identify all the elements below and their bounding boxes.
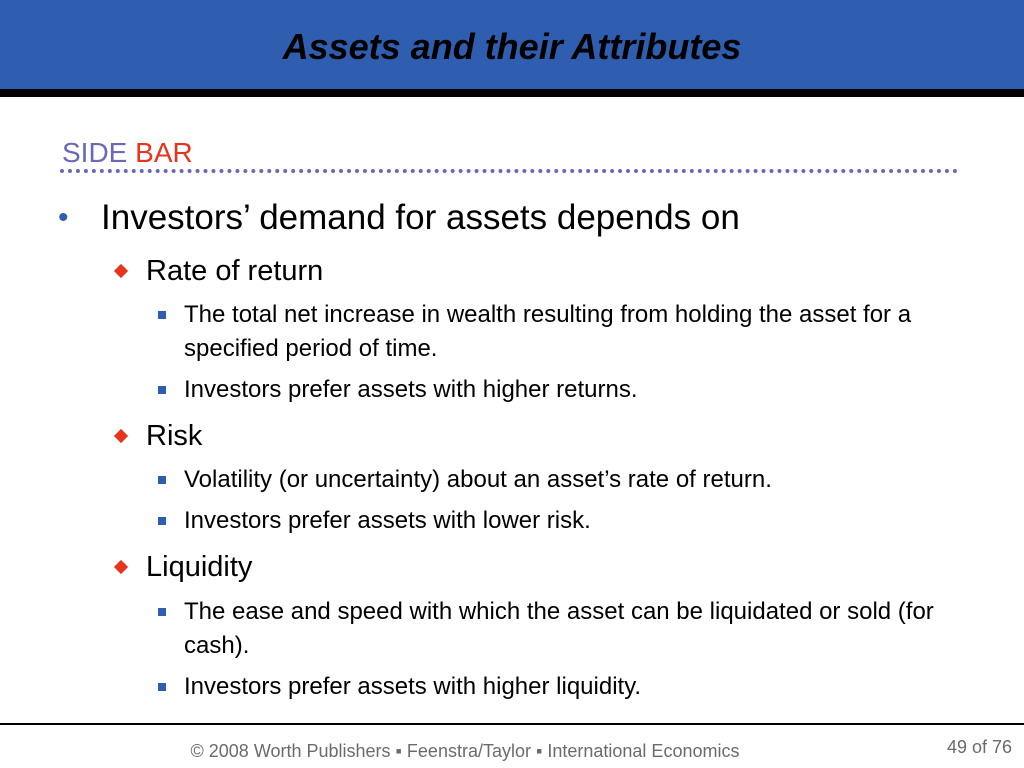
detail-text: The total net increase in wealth resulting from holding the asset for a specified period of time. <box>184 301 912 362</box>
detail-text: Investors prefer assets with lower risk. <box>184 507 591 534</box>
square-bullet-icon <box>158 476 166 484</box>
main-bullet-text: Investors’ demand for assets depends on <box>101 198 740 237</box>
square-bullet-icon <box>158 683 166 691</box>
square-bullet-icon <box>158 517 166 525</box>
detail-text: The ease and speed with which the asset can be liquidated or sold (for cash). <box>184 598 934 659</box>
sidebar-heading-word1: SIDE <box>62 137 128 168</box>
detail-text: Investors prefer assets with higher returns. <box>184 376 638 403</box>
sub-bullet-label: Rate of return <box>146 255 324 287</box>
footer-credit: © 2008 Worth Publishers ▪ Feenstra/Taylor ▪ International Economics <box>190 741 740 761</box>
sidebar-heading-word2: BAR <box>135 137 193 168</box>
diamond-bullet-icon <box>114 264 128 278</box>
detail-text: Investors prefer assets with higher liquidity. <box>184 673 642 700</box>
detail-text: Volatility (or uncertainty) about an asset’s rate of return. <box>184 466 772 493</box>
slide-title: Assets and their Attributes <box>282 26 742 67</box>
page-number: 49 of 76 <box>946 737 1012 757</box>
square-bullet-icon <box>158 386 166 394</box>
square-bullet-icon <box>158 311 166 319</box>
diamond-bullet-icon <box>114 429 128 443</box>
sub-bullet-label: Risk <box>146 420 203 452</box>
sub-bullet-label: Liquidity <box>146 551 253 583</box>
diamond-bullet-icon <box>114 560 128 574</box>
square-bullet-icon <box>158 608 166 616</box>
footer-divider <box>0 723 1024 725</box>
bullet-dot-icon: • <box>58 201 69 234</box>
